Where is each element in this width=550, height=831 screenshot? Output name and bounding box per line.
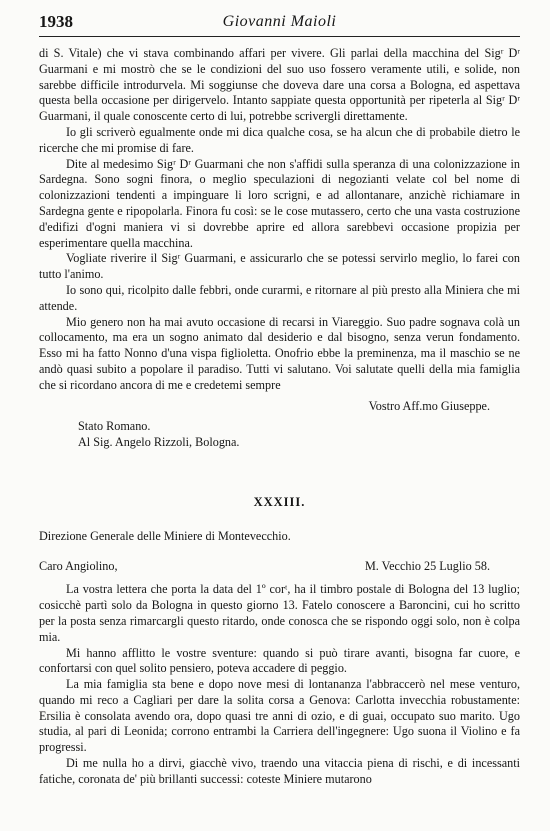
page-header bbox=[39, 10, 520, 37]
chapter-number: XXXIII. bbox=[253, 494, 306, 509]
place-date: M. Vecchio 25 Luglio 58. bbox=[364, 558, 490, 573]
running-title: Giovanni Maioli bbox=[222, 13, 337, 30]
address-line: Al Sig. Angelo Rizzoli, Bologna. bbox=[78, 435, 240, 450]
institution-heading: Direzione Generale delle Miniere di Montevecchio. bbox=[39, 528, 291, 543]
letter2-paragraph: Di me nulla ho a dirvi, giacchè vivo, traendo una vitaccia piena di rischi, e di incessanti fatiche, coronata de' più brillanti successi: coteste Miniere mutarono bbox=[39, 756, 520, 786]
letter1-signature: Vostro Aff.mo Giuseppe. bbox=[368, 398, 490, 413]
letter2-paragraph: Mi hanno afflitto le vostre sventure: quando si può tirare avanti, bisogna far cuore, e confortarsi con quel solito pensiero, poteva accadere di peggio. bbox=[39, 645, 520, 676]
page-body bbox=[39, 46, 520, 788]
letter1-paragraph: Vogliate riverire il Sigʳ Guarmani, e assicurarlo che se potessi servirlo meglio, lo farei con tutto l'animo. bbox=[39, 251, 520, 282]
letter1-paragraph: Io gli scriverò egualmente onde mi dica qualche cosa, se ha alcun che di probabile dietro le ricerche che mi promise di fare. bbox=[39, 124, 520, 155]
letter1-paragraph: di S. Vitale) che vi stava combinando affari per vivere. Gli parlai della macchina del Sigʳ Dʳ Guarmani e mi mostrò che se le condizioni del suo uso fossero veramente utili, e solide, non sarebbe difficile introdurvela. Mi soggiunse che doveva dare una corsa a Bologna, ed aspettava questa bella occasione per dirigervelo. Intanto sappiate questa opportunità per ripeterla al Sigʳ Dʳ Guarmani, il quale conoscente certo di lui, potrebbe scrivergli direttamente. bbox=[39, 46, 520, 124]
salutation: Caro Angiolino, bbox=[39, 558, 118, 573]
address-line: Stato Romano. bbox=[78, 419, 151, 434]
letter2-paragraph: La vostra lettera che porta la data del 1º corᵗ, ha il timbro postale di Bologna del 13 luglio; cosicchè partì solo da Bologna in questo giorno 13. Fatelo conoscere a Baroncini, cui ho scritto per la posta senza rimarcargli questo ritardo, onde conosca che se rispondo oggi solo, non è colpa mia. bbox=[39, 582, 520, 644]
letter1-paragraph: Io sono qui, ricolpito dalle febbri, onde curarmi, e ritornare al più presto alla Miniera che mi attende. bbox=[39, 282, 520, 313]
letter1-paragraph: Mio genero non ha mai avuto occasione di recarsi in Viareggio. Suo padre sognava colà un collocamento, ma era un sogno animato dal desiderio e dal bisogno, senza verun fondamento. Esso mi ha fatto Nonno d'una vispa figlioletta. Onofrio ebbe la preminenza, ma il maschio se ne andò quasi subito a popolare il paradiso. Tutti vi salutano. Voi salutate quelli della mia famiglia che si ricordano ancora di me e credetemi sempre bbox=[39, 314, 520, 392]
salutation-row bbox=[39, 559, 520, 575]
letter2-paragraph: La mia famiglia sta bene e dopo nove mesi di lontananza l'abbraccerò nel mese venturo, quando mi reco a Cagliari per dare la solita corsa a Genova: Carlotta invecchia robustamente: Ersilia è consolata avendo ora, dopo quasi tre anni di ozio, e di guai, occupato suo marito. Ugo studia, al pari di Leonida; corrono entrambi la Carriera dell'ingegnere: Ugo suona il Violino e fa progressi. bbox=[39, 677, 520, 755]
letter1-paragraph: Dite al medesimo Sigʳ Dʳ Guarmani che non s'affidi sulla speranza di una colonizzazione in Sardegna. Sono sogni finora, o meglio speculazioni di negozianti velate col bel nome di colonizzazioni tendenti a impinguare li loro scrigni, e ad allontanare, anzichè richiamare in Sardegna gente e ripopolarla. Finora fu così: se le cose mutassero, certo che una vasta costruzione d'edifizi d'ogni maniera vi si dovrebbe aprire ed allora sarebbevi occasione propizia per esperimentare quella macchina. bbox=[39, 156, 520, 250]
page-number: 1938 bbox=[39, 12, 73, 31]
